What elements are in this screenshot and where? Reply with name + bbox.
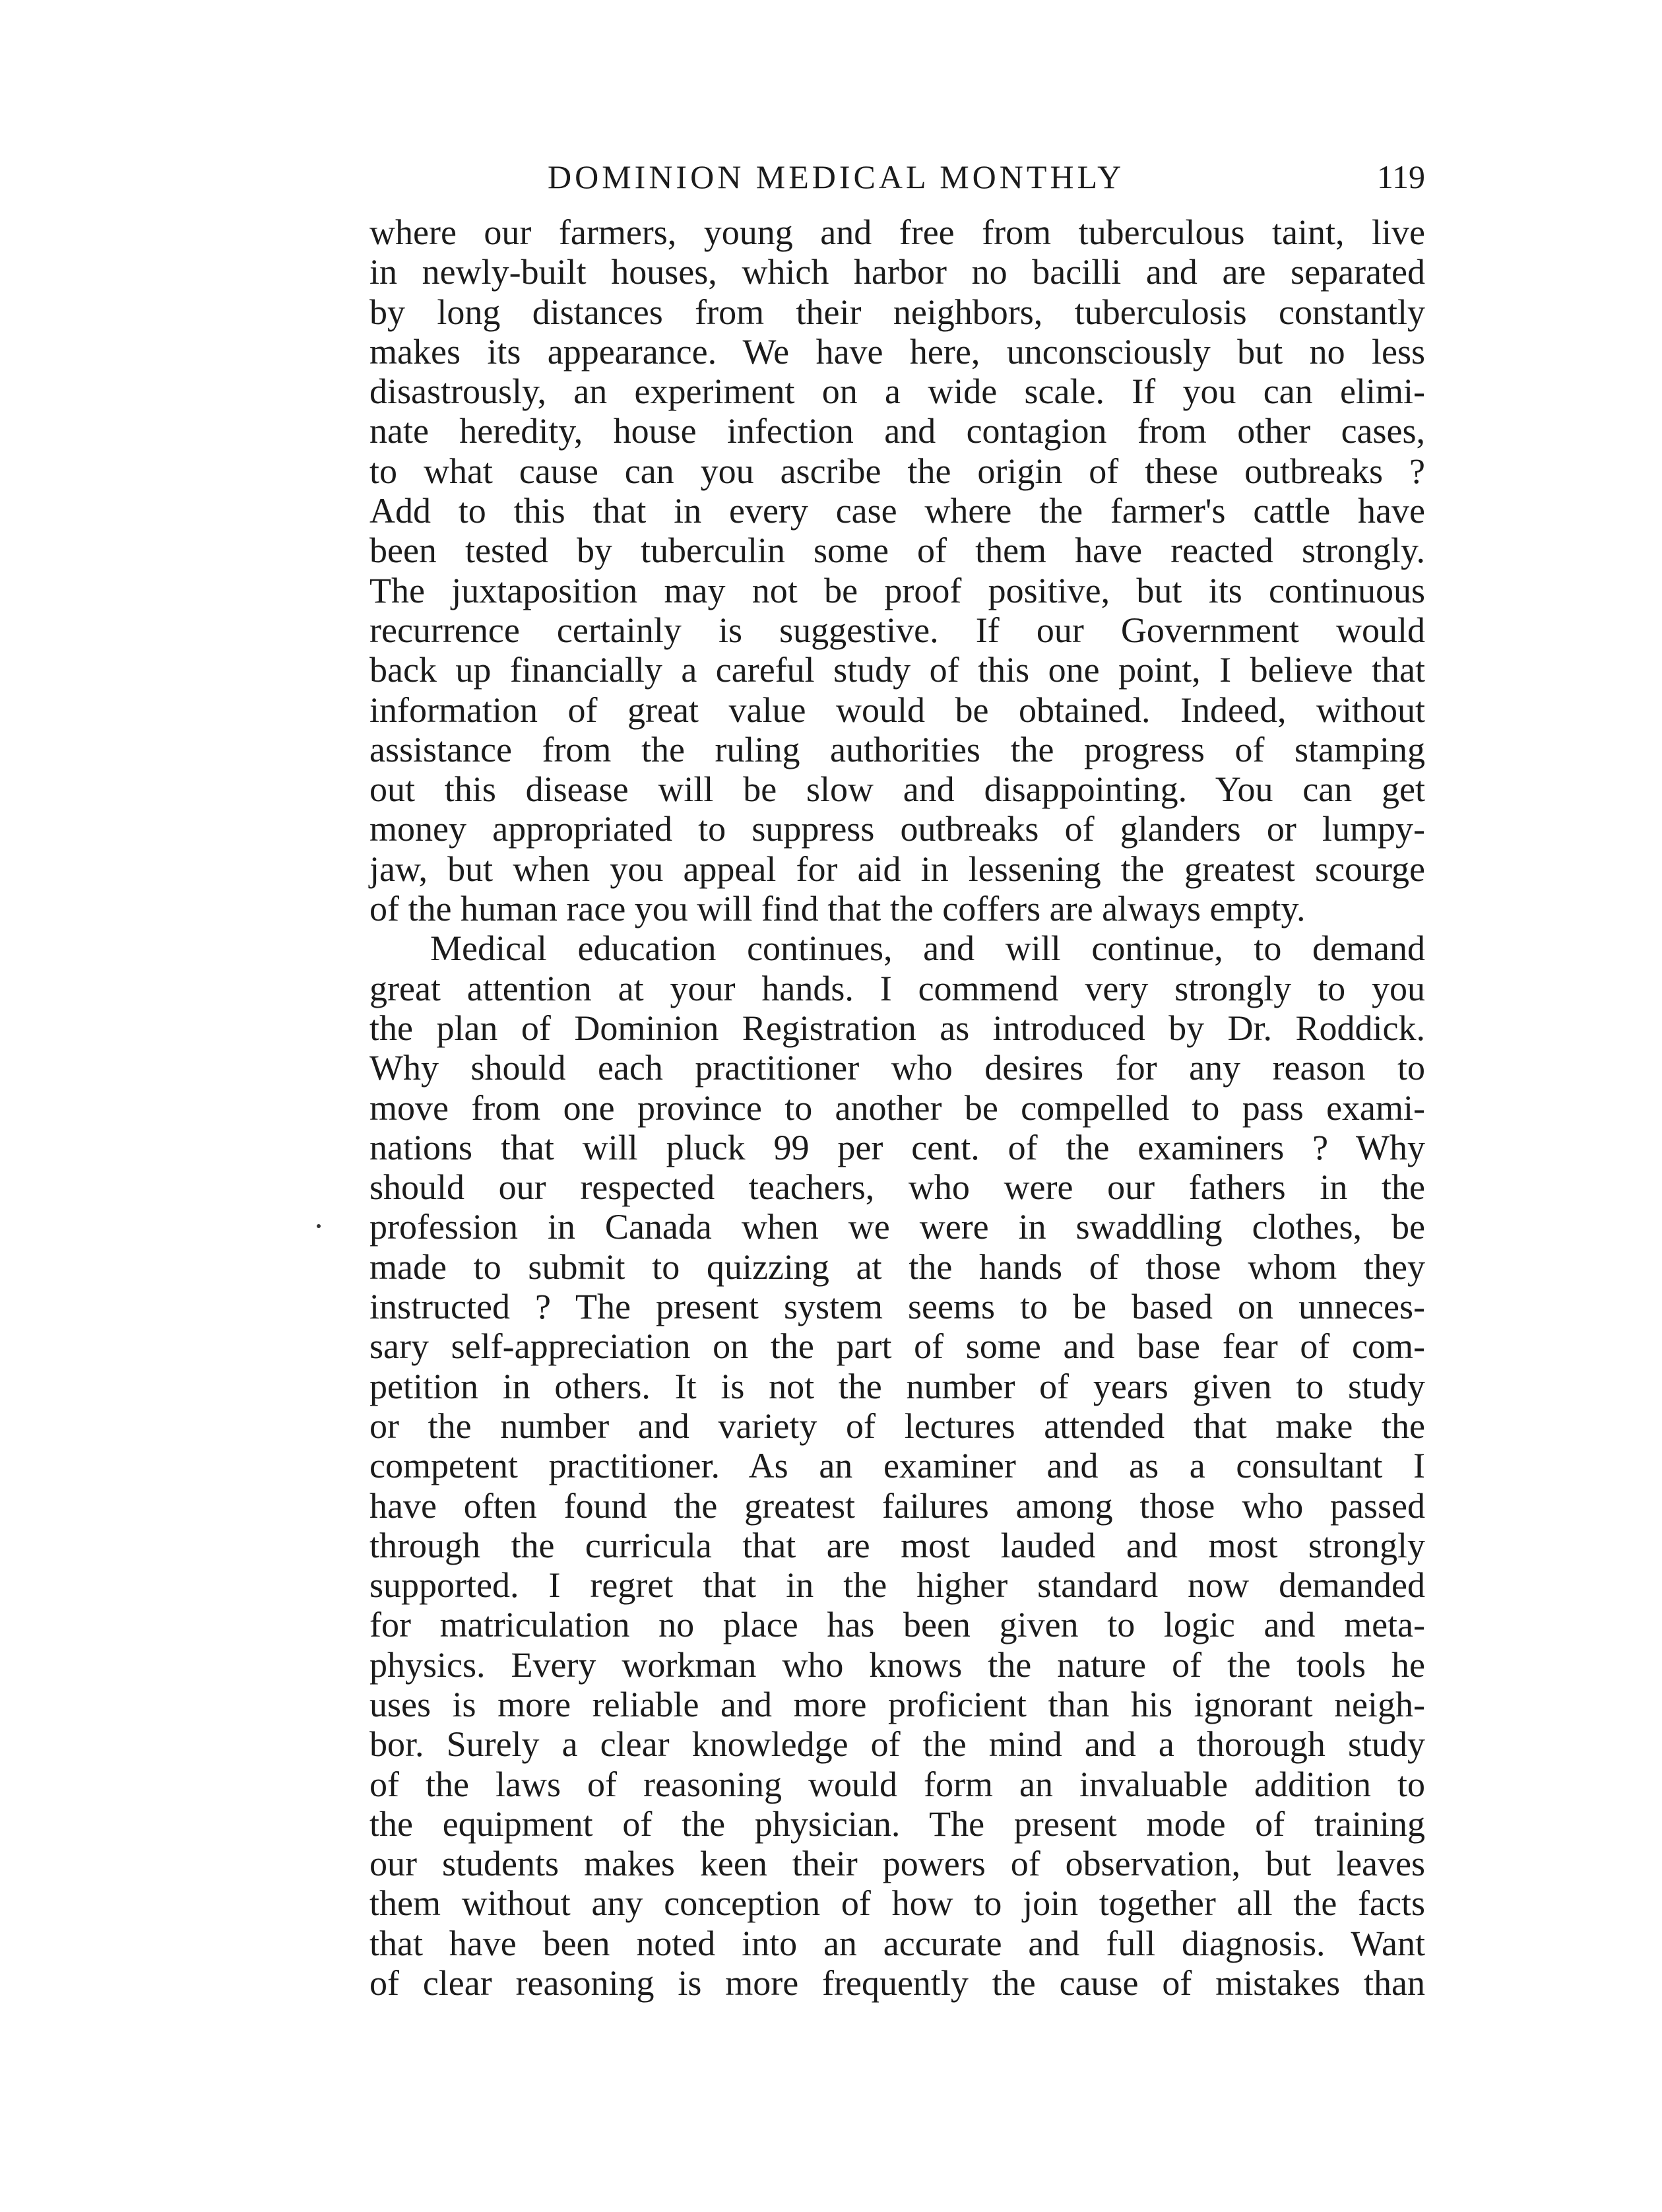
text-line: of the laws of reasoning would form an invaluable addition to <box>369 1764 1425 1804</box>
text-line: or the number and variety of lectures attended that make the <box>369 1406 1425 1446</box>
text-line: nate heredity, house infection and contagion from other cases, <box>369 411 1425 451</box>
text-line: Medical education continues, and will continue, to demand <box>430 928 1425 969</box>
text-line: physics. Every workman who knows the nature of the tools he <box>369 1644 1425 1685</box>
text-line: of the human race you will find that the coffers are always empty. <box>369 889 1306 929</box>
text-line: for matriculation no place has been given to logic and meta- <box>369 1605 1425 1645</box>
text-line: in newly-built houses, which harbor no bacilli and are separated <box>369 252 1425 292</box>
text-line: have often found the greatest failures among those who passed <box>369 1485 1425 1526</box>
text-line: made to submit to quizzing at the hands of those whom they <box>369 1247 1425 1287</box>
text-line: jaw, but when you appeal for aid in lessening the greatest scourge <box>369 849 1425 889</box>
text-line: competent practitioner. As an examiner and as a consultant I <box>369 1446 1425 1486</box>
page-number: 119 <box>1376 158 1425 195</box>
paragraph-tuberculosis <box>369 212 1425 928</box>
text-line: supported. I regret that in the higher standard now demanded <box>369 1565 1425 1606</box>
text-line: the plan of Dominion Registration as introduced by Dr. Roddick. <box>369 1008 1425 1048</box>
text-line: uses is more reliable and more proficient than his ignorant neigh- <box>369 1684 1425 1724</box>
text-line: assistance from the ruling authorities the progress of stamping <box>369 729 1425 769</box>
text-line: great attention at your hands. I commend very strongly to you <box>369 968 1425 1008</box>
text-line: where our farmers, young and free from tuberculous taint, live <box>369 212 1425 252</box>
text-line: instructed ? The present system seems to be based on unneces- <box>369 1287 1425 1327</box>
text-line: our students makes keen their powers of observation, but leaves <box>369 1844 1425 1884</box>
text-line: Why should each practitioner who desires for any reason to <box>369 1048 1425 1088</box>
text-line: back up financially a careful study of this one point, I believe that <box>369 650 1425 690</box>
text-line: information of great value would be obtained. Indeed, without <box>369 690 1425 730</box>
text-line: sary self-appreciation on the part of some and base fear of com- <box>369 1326 1425 1367</box>
text-line: by long distances from their neighbors, tuberculosis constantly <box>369 292 1425 332</box>
text-line: bor. Surely a clear knowledge of the mind and a thorough study <box>369 1724 1425 1765</box>
text-line: been tested by tuberculin some of them have reacted strongly. <box>369 531 1425 571</box>
text-line: them without any conception of how to join together all the facts <box>369 1883 1425 1924</box>
text-line: out this disease will be slow and disappointing. You can get <box>369 769 1425 810</box>
text-line: disastrously, an experiment on a wide scale. If you can elimi- <box>369 372 1425 412</box>
text-line: should our respected teachers, who were our fathers in the <box>369 1167 1425 1208</box>
text-line: move from one province to another be compelled to pass exami- <box>369 1088 1425 1128</box>
text-line: petition in others. It is not the number of years given to study <box>369 1366 1425 1406</box>
text-line: to what cause can you ascribe the origin of these outbreaks ? <box>369 451 1425 491</box>
text-line: profession in Canada when we were in swaddling clothes, be <box>369 1207 1425 1247</box>
text-line: of clear reasoning is more frequently the cause of mistakes than <box>369 1963 1425 2003</box>
page-header <box>369 150 1425 203</box>
text-line: The juxtaposition may not be proof positive, but its continuous <box>369 570 1425 610</box>
text-line: nations that will pluck 99 per cent. of the examiners ? Why <box>369 1127 1425 1167</box>
text-line: the equipment of the physician. The present mode of training <box>369 1804 1425 1844</box>
text-line: money appropriated to suppress outbreaks of glanders or lumpy- <box>369 809 1425 849</box>
margin-dot-mark <box>317 1224 321 1228</box>
paragraph-medical-education <box>369 928 1425 2003</box>
body-text <box>369 212 1425 2003</box>
text-line: recurrence certainly is suggestive. If our Government would <box>369 610 1425 650</box>
running-title: DOMINION MEDICAL MONTHLY <box>548 158 1125 195</box>
text-line: makes its appearance. We have here, unconsciously but no less <box>369 331 1425 372</box>
text-line: Add to this that in every case where the farmer's cattle have <box>369 491 1425 531</box>
text-line: through the curricula that are most lauded and most strongly <box>369 1525 1425 1565</box>
text-line: that have been noted into an accurate and full diagnosis. Want <box>369 1923 1425 1963</box>
